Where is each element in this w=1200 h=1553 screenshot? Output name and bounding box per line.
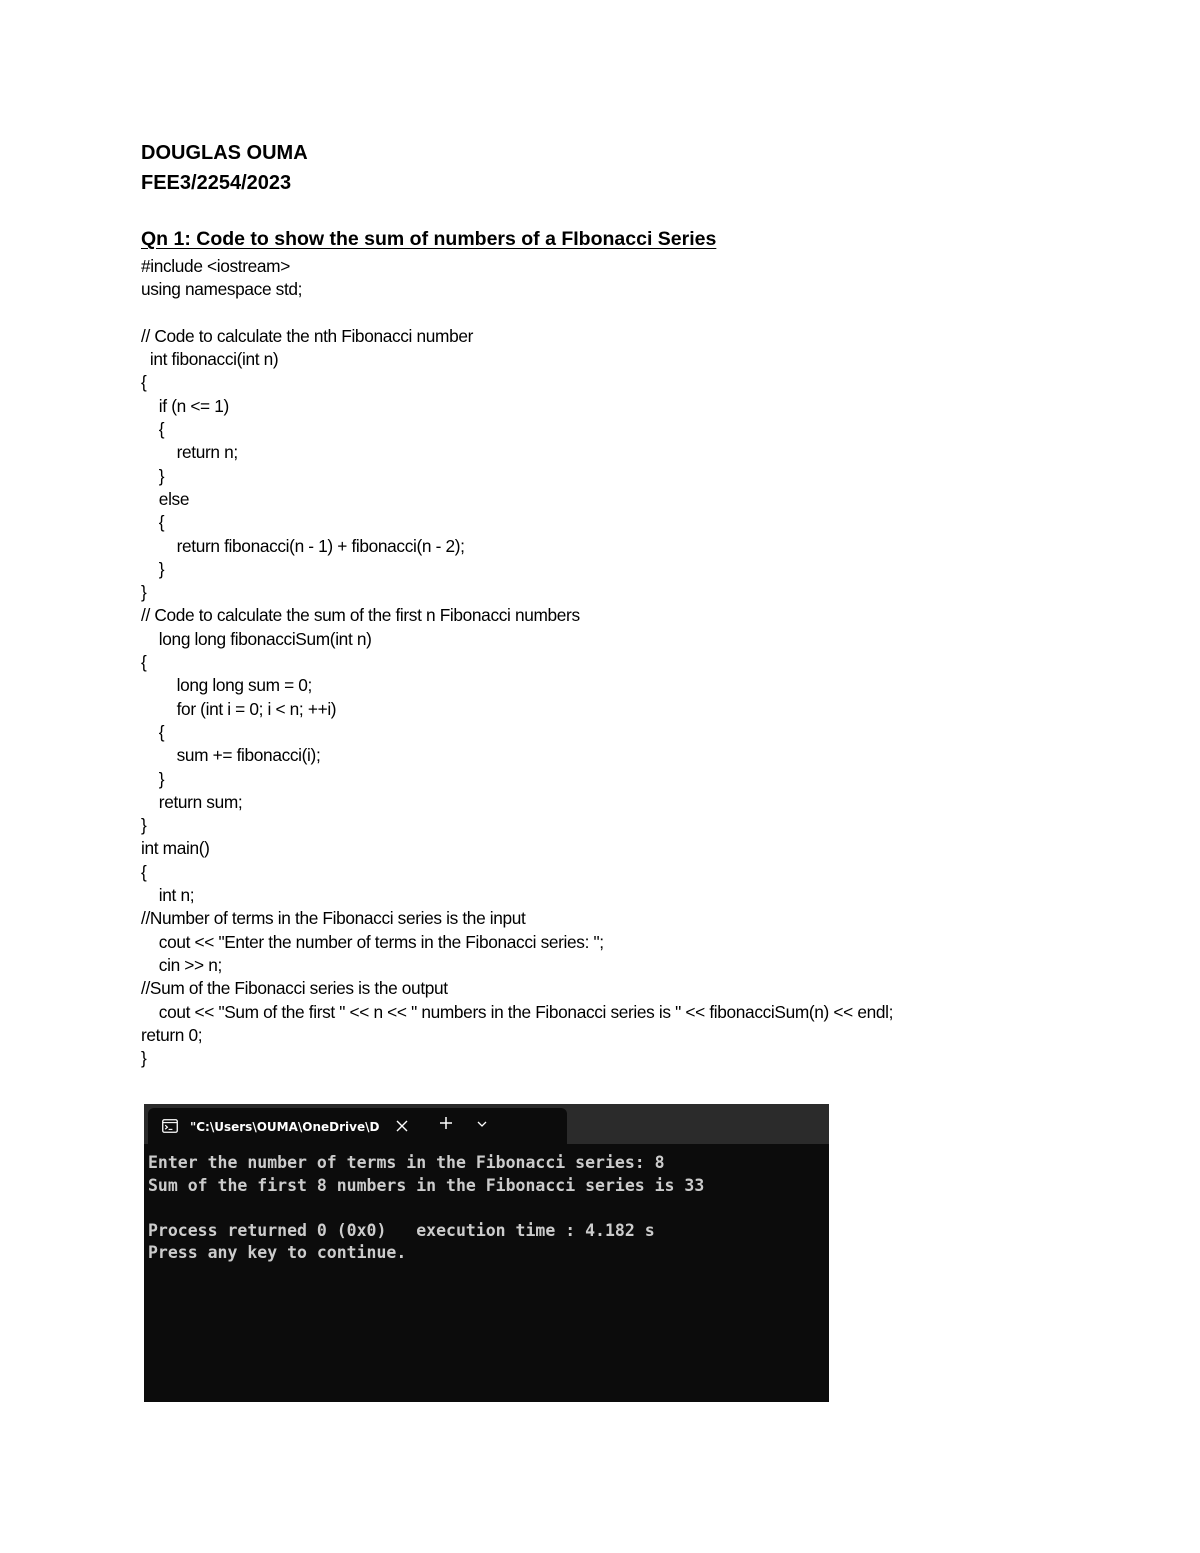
registration-number: FEE3/2254/2023 (141, 172, 292, 194)
code-line: } (141, 582, 147, 603)
code-line: { (141, 512, 165, 533)
code-line: } (141, 1048, 147, 1069)
code-line: long long fibonacciSum(int n) (141, 628, 372, 649)
code-line: // Code to calculate the nth Fibonacci number (141, 325, 473, 346)
code-line: } (141, 465, 165, 486)
chevron-down-icon[interactable] (476, 1117, 488, 1129)
code-line: else (141, 488, 190, 509)
code-line: //Sum of the Fibonacci series is the output (141, 978, 448, 999)
code-line: { (141, 861, 147, 882)
terminal-line: Sum of the first 8 numbers in the Fibonacci series is 33 (148, 1175, 705, 1195)
code-line: } (141, 768, 165, 789)
code-line (141, 302, 1041, 325)
code-line: } (141, 815, 147, 836)
terminal-tab-bar (144, 1104, 829, 1144)
terminal-line (148, 1197, 704, 1220)
terminal-line: Enter the number of terms in the Fibonacci series: 8 (148, 1153, 665, 1172)
question-title: Qn 1: Code to show the sum of numbers of a FIbonacci Series (141, 228, 717, 250)
code-line: cin >> n; (141, 954, 222, 975)
close-icon[interactable] (394, 1118, 410, 1134)
code-line: { (141, 652, 147, 673)
code-line: using namespace std; (141, 279, 303, 300)
code-line: { (141, 419, 165, 440)
code-line: } (141, 558, 165, 579)
terminal-line: Process returned 0 (0x0) execution time : 4.182 s (148, 1220, 655, 1240)
code-line: return sum; (141, 791, 243, 812)
code-line: int n; (141, 885, 195, 906)
code-line: if (n <= 1) (141, 395, 229, 416)
code-line: { (141, 372, 147, 393)
code-line: sum += fibonacci(i); (141, 745, 321, 766)
code-line: int main() (141, 838, 210, 859)
code-line: { (141, 721, 165, 742)
code-line: int fibonacci(int n) (141, 349, 279, 370)
code-listing (141, 255, 1041, 1070)
code-line: return 0; (141, 1024, 203, 1045)
code-line: long long sum = 0; (141, 675, 313, 696)
code-line: return n; (141, 442, 238, 463)
terminal-icon (162, 1119, 178, 1133)
code-line: for (int i = 0; i < n; ++i) (141, 698, 337, 719)
code-line: return fibonacci(n - 1) + fibonacci(n - 2); (141, 535, 465, 556)
code-line: // Code to calculate the sum of the first n Fibonacci numbers (141, 605, 580, 626)
terminal-tab-title: "C:\Users\OUMA\OneDrive\D (190, 1120, 380, 1134)
code-line: //Number of terms in the Fibonacci series is the input (141, 908, 526, 929)
author-name: DOUGLAS OUMA (141, 142, 308, 164)
plus-icon[interactable] (438, 1115, 454, 1131)
code-line: cout << "Sum of the first " << n << " numbers in the Fibonacci series is " << fibonacciSum(n) << endl; (141, 1001, 894, 1022)
code-line: cout << "Enter the number of terms in the Fibonacci series: "; (141, 931, 604, 952)
terminal-output (148, 1152, 704, 1265)
terminal-line: Press any key to continue. (148, 1243, 407, 1262)
code-line: #include <iostream> (141, 256, 290, 276)
terminal-tab[interactable] (148, 1108, 567, 1144)
terminal-window[interactable] (144, 1104, 829, 1402)
